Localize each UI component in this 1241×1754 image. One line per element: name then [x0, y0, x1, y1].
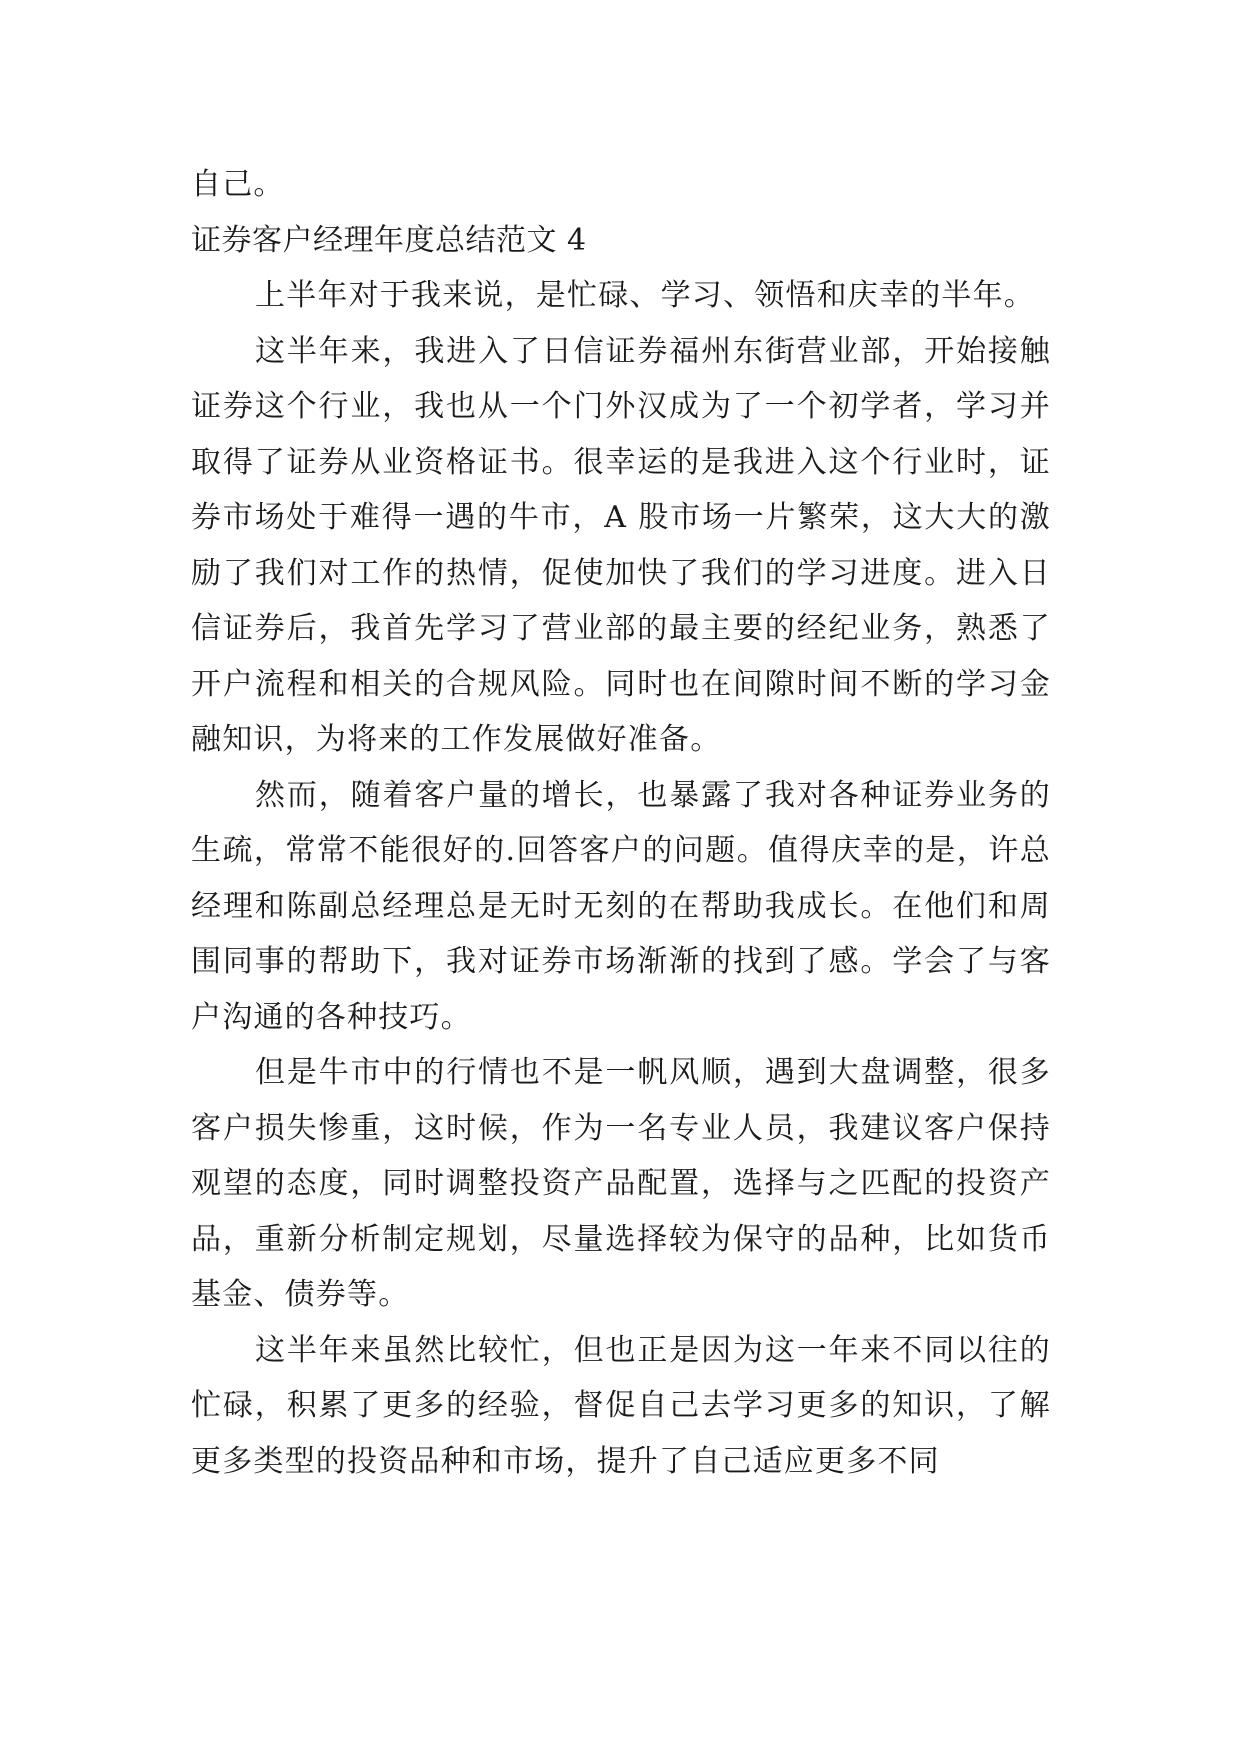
paragraph-2: 这半年来，我进入了日信证券福州东街营业部，开始接触证券这个行业，我也从一个门外汉成为了一个初学者，学习并取得了证券从业资格证书。很幸运的是我进入这个行业时，证券市场处于难得一遇的牛市，A 股市场一片繁荣，这大大的激励了我们对工作的热情，促使加快了我们的学习进度。进入日信证券后，我首先学习了营业部的最主要的经纪业务，熟悉了开户流程和相关的合规风险。同时也在间隙时间不断的学习金融知识，为将来的工作发展做好准备。	[191, 333, 1051, 757]
paragraph-3: 然而，随着客户量的增长，也暴露了我对各种证券业务的生疏，常常不能很好的.回答客户的问题。值得庆幸的是，许总经理和陈副总经理总是无时无刻的在帮助我成长。在他们和周围同事的帮助下，我对证券市场渐渐的找到了感。学会了与客户沟通的各种技巧。	[191, 777, 1051, 1035]
document-body	[191, 157, 1051, 1489]
continued-text: 自己。	[191, 167, 285, 202]
section-heading: 证券客户经理年度总结范文 4	[191, 222, 587, 258]
paragraph-4: 但是牛市中的行情也不是一帆风顺，遇到大盘调整，很多客户损失惨重，这时候，作为一名专业人员，我建议客户保持观望的态度，同时调整投资产品配置，选择与之匹配的投资产品，重新分析制定规划，尽量选择较为保守的品种，比如货币基金、债券等。	[191, 1055, 1051, 1312]
paragraph-5: 这半年来虽然比较忙，但也正是因为这一年来不同以往的忙碌，积累了更多的经验，督促自己去学习更多的知识，了解更多类型的投资品种和市场，提升了自己适应更多不同	[191, 1332, 1051, 1479]
paragraph-1: 上半年对于我来说，是忙碌、学习、领悟和庆幸的半年。	[255, 278, 1035, 313]
